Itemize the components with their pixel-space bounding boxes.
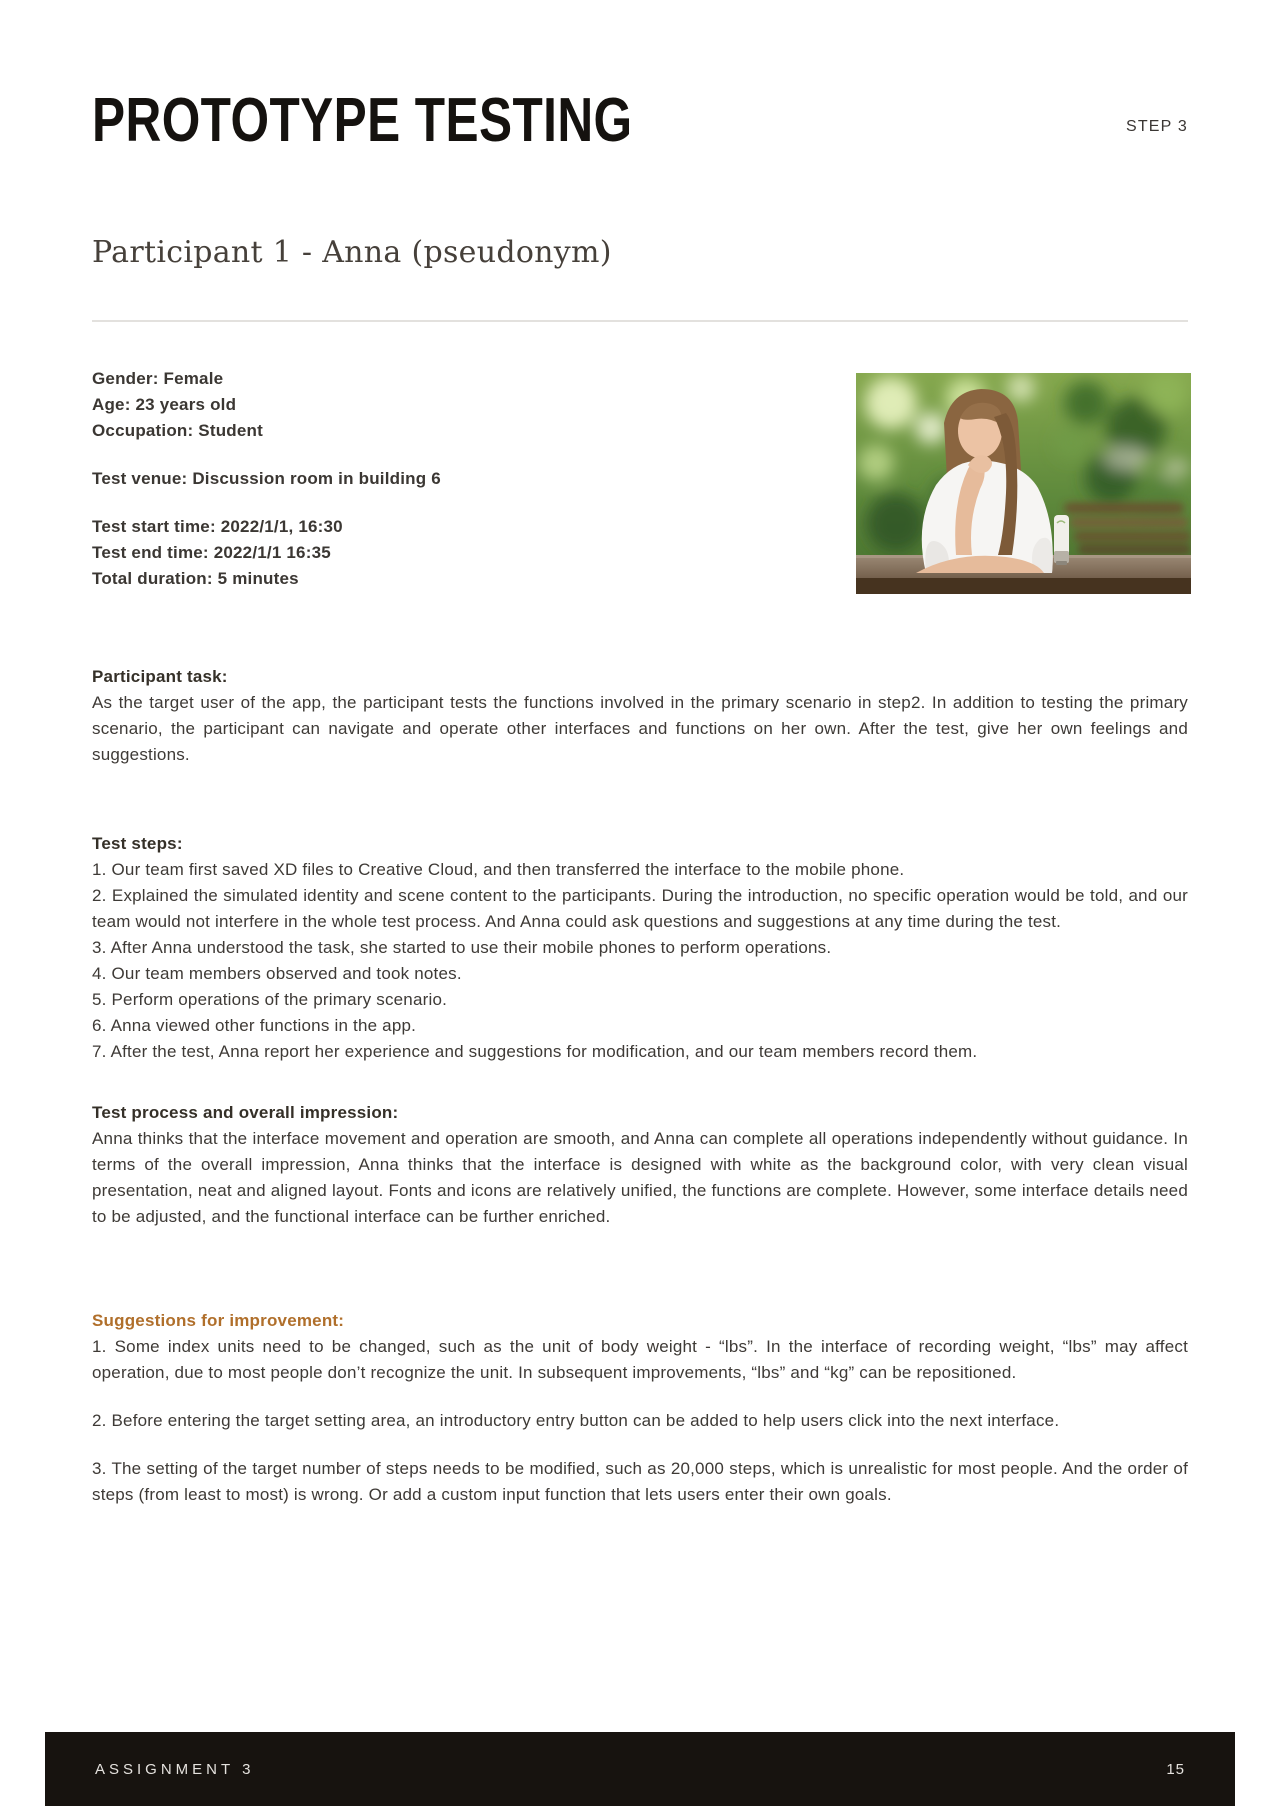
steps-heading: Test steps: bbox=[92, 834, 183, 853]
participant-photo-illustration bbox=[856, 373, 1191, 594]
participant-heading: Participant 1 - Anna (pseudonym) bbox=[92, 235, 612, 270]
task-body: As the target user of the app, the participant tests the functions involved in the primary scenario in step2. In addition to testing the primary scenario, the participant can navigate and operate other interfaces and functions on her own. After the test, give her own feelings and suggestions. bbox=[92, 693, 1188, 764]
profile-start-time: Test start time: 2022/1/1, 16:30 bbox=[92, 517, 343, 536]
step-item: 1. Our team first saved XD files to Creative Cloud, and then transferred the interface to the mobile phone. bbox=[92, 860, 905, 879]
suggestion-item: 1. Some index units need to be changed, such as the unit of body weight - “lbs”. In the interface of recording weight, “lbs” may affect operation, due to most people don’t recognize the unit. In subsequent improvements, “lbs” and “kg” can be repositioned. bbox=[92, 1337, 1188, 1382]
process-heading: Test process and overall impression: bbox=[92, 1103, 399, 1122]
page-title: PROTOTYPE TESTING bbox=[92, 86, 633, 155]
section-test-steps bbox=[92, 831, 1188, 1065]
step-item: 3. After Anna understood the task, she started to use their mobile phones to perform operations. bbox=[92, 938, 832, 957]
task-heading: Participant task: bbox=[92, 667, 228, 686]
suggestion-item: 2. Before entering the target setting area, an introductory entry button can be added to help users click into the next interface. bbox=[92, 1411, 1060, 1430]
suggestion-item: 3. The setting of the target number of steps needs to be modified, such as 20,000 steps, which is unrealistic for most people. And the order of steps (from least to most) is wrong. Or add a custom input function that lets users enter their own goals. bbox=[92, 1459, 1188, 1504]
participant-photo bbox=[856, 373, 1191, 594]
section-participant-task bbox=[92, 664, 1188, 768]
step-label: STEP 3 bbox=[1125, 118, 1188, 135]
step-item: 6. Anna viewed other functions in the app. bbox=[92, 1016, 417, 1035]
footer-page-number: 15 bbox=[1166, 1760, 1185, 1778]
footer-assignment-label: ASSIGNMENT 3 bbox=[95, 1760, 255, 1778]
step-item: 2. Explained the simulated identity and scene content to the participants. During the introduction, no specific operation would be told, and our team would not interfere in the whole test process. And Anna could ask questions and suggestions at any time during the test. bbox=[92, 886, 1188, 931]
section-divider bbox=[92, 320, 1188, 322]
section-test-process bbox=[92, 1100, 1188, 1230]
process-body: Anna thinks that the interface movement and operation are smooth, and Anna can complete all operations independently without guidance. In terms of the overall impression, Anna thinks that the interface is designed with white as the background color, with very clean visual presentation, neat and aligned layout. Fonts and icons are relatively unified, the functions are complete. However, some interface details need to be adjusted, and the functional interface can be further enriched. bbox=[92, 1129, 1188, 1226]
profile-venue: Test venue: Discussion room in building 6 bbox=[92, 469, 441, 488]
profile-gender: Gender: Female bbox=[92, 369, 224, 388]
participant-profile bbox=[92, 366, 752, 592]
step-item: 7. After the test, Anna report her experience and suggestions for modification, and our team members record them. bbox=[92, 1042, 978, 1061]
profile-occupation: Occupation: Student bbox=[92, 421, 263, 440]
steps-list bbox=[92, 857, 1188, 1065]
footer-bar bbox=[45, 1732, 1235, 1806]
step-item: 5. Perform operations of the primary scenario. bbox=[92, 990, 448, 1009]
suggestions-heading: Suggestions for improvement: bbox=[92, 1311, 345, 1330]
profile-age: Age: 23 years old bbox=[92, 395, 237, 414]
section-suggestions bbox=[92, 1308, 1188, 1508]
profile-end-time: Test end time: 2022/1/1 16:35 bbox=[92, 543, 331, 562]
step-item: 4. Our team members observed and took notes. bbox=[92, 964, 462, 983]
profile-duration: Total duration: 5 minutes bbox=[92, 569, 299, 588]
